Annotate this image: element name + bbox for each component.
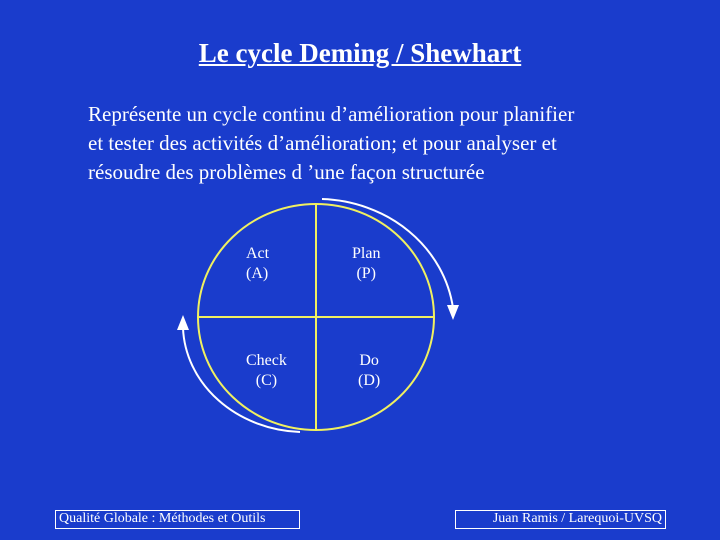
- quadrant-do: [358, 351, 380, 391]
- footer-right: Juan Ramis / Larequoi-UVSQ: [455, 510, 666, 529]
- quadrant-check-code: (C): [255, 372, 278, 389]
- quadrant-do-code: (D): [358, 372, 381, 389]
- intro-line-3: résoudre des problèmes d ’une façon structurée: [88, 160, 485, 184]
- quadrant-act-code: (A): [246, 265, 269, 282]
- arrow-head-up-icon: [177, 315, 189, 330]
- quadrant-act: [246, 244, 269, 284]
- intro-line-1: Représente un cycle continu d’amélioration pour planifier: [88, 102, 575, 126]
- quadrant-plan-code: (P): [356, 265, 376, 282]
- quadrant-check-name: Check: [246, 352, 287, 369]
- quadrant-plan: [352, 244, 380, 284]
- footer-left: Qualité Globale : Méthodes et Outils: [55, 510, 300, 529]
- arrow-head-down-icon: [447, 305, 459, 320]
- quadrant-plan-name: Plan: [352, 245, 381, 262]
- intro-line-2: et tester des activités d’amélioration; et pour analyser et: [88, 131, 557, 155]
- slide-title: Le cycle Deming / Shewhart: [198, 38, 522, 68]
- clockwise-arrow-right: [322, 199, 453, 308]
- quadrant-do-name: Do: [359, 352, 379, 369]
- quadrant-act-name: Act: [246, 245, 270, 262]
- quadrant-check: [246, 351, 287, 391]
